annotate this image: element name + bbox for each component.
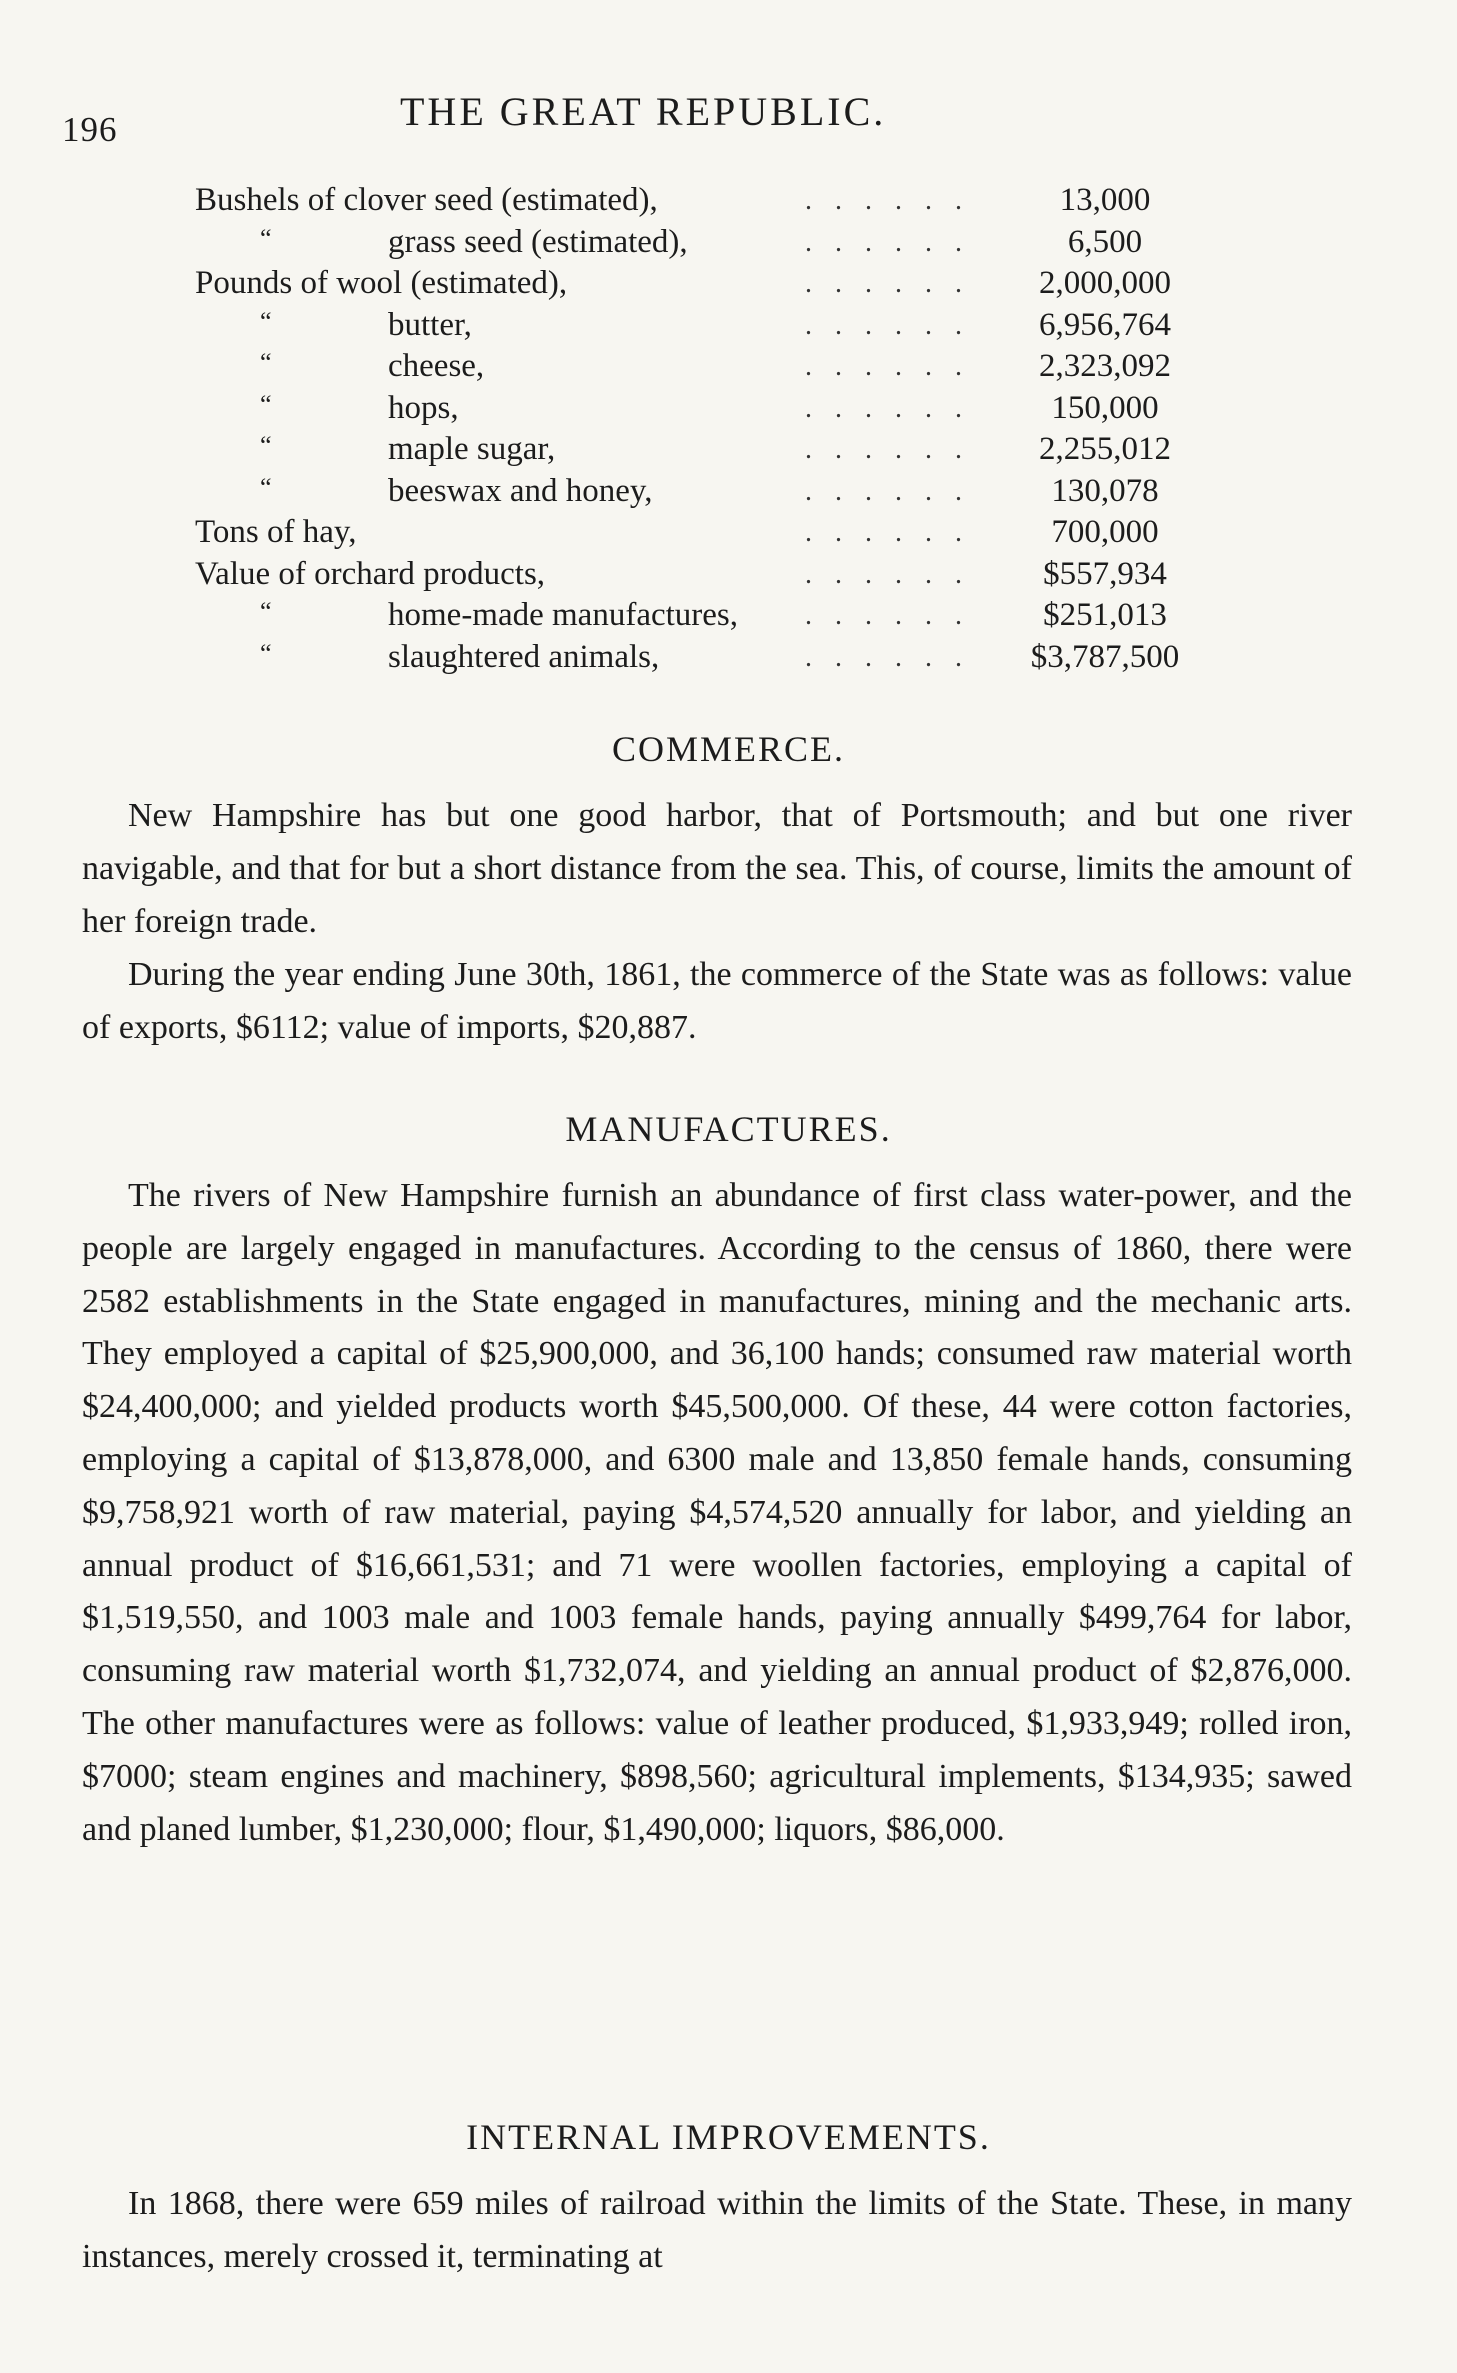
stat-item: hay, bbox=[302, 514, 357, 550]
leader-dots: . . . . . . bbox=[805, 268, 970, 299]
stat-row bbox=[195, 429, 1205, 471]
leader-dots: . . . . . . bbox=[805, 392, 970, 424]
stat-label bbox=[195, 180, 658, 222]
statistics-table bbox=[195, 180, 1205, 678]
stat-label bbox=[388, 305, 472, 347]
ditto-mark: “ bbox=[260, 348, 272, 377]
stat-row bbox=[195, 346, 1205, 388]
ditto-mark: “ bbox=[260, 223, 272, 253]
stat-label bbox=[388, 429, 555, 471]
stat-value: $557,934 bbox=[1043, 555, 1167, 592]
stat-value: 2,000,000 bbox=[1039, 265, 1171, 301]
stat-prefix: Tons of bbox=[195, 514, 295, 550]
section-heading-commerce: COMMERCE. bbox=[611, 729, 846, 769]
leader-dots: . . . . . . bbox=[805, 517, 970, 548]
ditto-mark: “ bbox=[260, 389, 272, 419]
section-heading-manufactures: MANUFACTURES. bbox=[565, 1109, 892, 1149]
leader-dots: . . . . . . bbox=[805, 600, 970, 631]
stat-value: $251,013 bbox=[1043, 597, 1167, 633]
stat-value: 2,323,092 bbox=[1039, 348, 1171, 384]
stat-value: 700,000 bbox=[1051, 514, 1159, 550]
leader-dots: . . . . . . bbox=[805, 226, 970, 258]
stat-item: beeswax and honey, bbox=[388, 472, 653, 509]
stat-item: wool (estimated), bbox=[336, 265, 568, 301]
stat-value: $3,787,500 bbox=[1030, 638, 1180, 675]
stat-label bbox=[388, 346, 484, 388]
stat-label bbox=[388, 388, 459, 430]
stat-label bbox=[388, 222, 688, 264]
stat-row bbox=[195, 305, 1205, 347]
stat-value: 13,000 bbox=[1059, 182, 1151, 218]
stat-prefix: Pounds of bbox=[195, 265, 328, 301]
commerce-paragraph-1: New Hampshire has but one good harbor, that of Portsmouth; and but one river navigable, and that for but a short distance from the sea. This, of course, limits the amount of her foreign trade. bbox=[82, 797, 1352, 940]
leader-dots: . . . . . . bbox=[805, 309, 970, 341]
stat-value: 2,255,012 bbox=[1039, 431, 1171, 467]
stat-row bbox=[195, 388, 1205, 430]
stat-label bbox=[195, 554, 545, 596]
running-title: THE GREAT REPUBLIC. bbox=[400, 89, 887, 134]
leader-dots: . . . . . . bbox=[805, 641, 970, 673]
manufactures-paragraph: The rivers of New Hampshire furnish an abundance of first class water-power, and the people are largely engaged in manufactures. According to the census of 1860, there were 2582 establishments in the State engaged in manufactures, mining and the mechanic arts. They employed a capital of $25,900,000, and 36,100 hands; consumed raw material worth $24,400,000; and yielded products worth $45,500,000. Of these, 44 were cotton factories, employing a capital of $13,878,000, and 6300 male and 13,850 female hands, consuming $9,758,921 worth of raw material, paying $4,574,520 annually for labor, and yielding an annual product of $16,661,531; and 71 were woollen factories, employing a capital of $1,519,550, and 1003 male and 1003 female hands, paying annually $499,764 for labor, consuming raw material worth $1,732,074, and yielding an annual product of $2,876,000. The other manufactures were as follows: value of leather produced, $1,933,949; rolled iron, $7000; steam engines and machinery, $898,560; agricultural implements, $134,935; sawed and planed lumber, $1,230,000; flour, $1,490,000; liquors, $86,000. bbox=[82, 1177, 1352, 1848]
stat-label bbox=[195, 512, 356, 554]
stat-item: home-made manufactures, bbox=[388, 597, 739, 633]
ditto-mark: “ bbox=[260, 472, 272, 502]
stat-row bbox=[195, 471, 1205, 513]
stat-row bbox=[195, 263, 1205, 305]
stat-item: orchard products, bbox=[314, 555, 546, 592]
leader-dots: . . . . . . bbox=[805, 558, 970, 590]
stat-item: grass seed (estimated), bbox=[388, 223, 688, 260]
stat-prefix: Value of bbox=[195, 555, 306, 592]
stat-prefix: Bushels of bbox=[195, 182, 336, 218]
stat-value: 6,956,764 bbox=[1039, 306, 1171, 343]
stat-item: butter, bbox=[388, 306, 472, 343]
ditto-mark: “ bbox=[260, 431, 272, 460]
page-number: 196 bbox=[62, 110, 118, 149]
stat-row bbox=[195, 554, 1205, 596]
internal-improvements-paragraph: In 1868, there were 659 miles of railroad within the limits of the State. These, in many instances, merely crossed it, terminating at bbox=[82, 2185, 1352, 2275]
stat-item: slaughtered animals, bbox=[388, 638, 660, 675]
leader-dots: . . . . . . bbox=[805, 185, 970, 216]
stat-item: cheese, bbox=[388, 348, 485, 384]
stat-row bbox=[195, 512, 1205, 554]
stat-value: 130,078 bbox=[1051, 472, 1159, 509]
stat-value: 6,500 bbox=[1067, 223, 1143, 260]
stat-label bbox=[388, 595, 738, 637]
ditto-mark: “ bbox=[260, 638, 272, 668]
stat-value: 150,000 bbox=[1051, 389, 1159, 426]
running-head bbox=[0, 88, 1457, 148]
leader-dots: . . . . . . bbox=[805, 351, 970, 382]
stat-label bbox=[195, 263, 567, 305]
section-heading-internal-improvements: INTERNAL IMPROVEMENTS. bbox=[466, 2117, 991, 2157]
stat-item: clover seed (estimated), bbox=[343, 182, 658, 218]
stat-item: maple sugar, bbox=[388, 431, 556, 467]
commerce-paragraph-2: During the year ending June 30th, 1861, the commerce of the State was as follows: value of exports, $6112; value of imports, $20,887. bbox=[82, 956, 1352, 1046]
stat-label bbox=[388, 471, 653, 513]
leader-dots: . . . . . . bbox=[805, 475, 970, 507]
stat-label bbox=[388, 637, 659, 679]
stat-row bbox=[195, 222, 1205, 264]
stat-row bbox=[195, 180, 1205, 222]
stat-row bbox=[195, 595, 1205, 637]
stat-item: hops, bbox=[388, 389, 459, 426]
ditto-mark: “ bbox=[260, 597, 272, 626]
leader-dots: . . . . . . bbox=[805, 434, 970, 465]
ditto-mark: “ bbox=[260, 306, 272, 336]
stat-row bbox=[195, 637, 1205, 679]
